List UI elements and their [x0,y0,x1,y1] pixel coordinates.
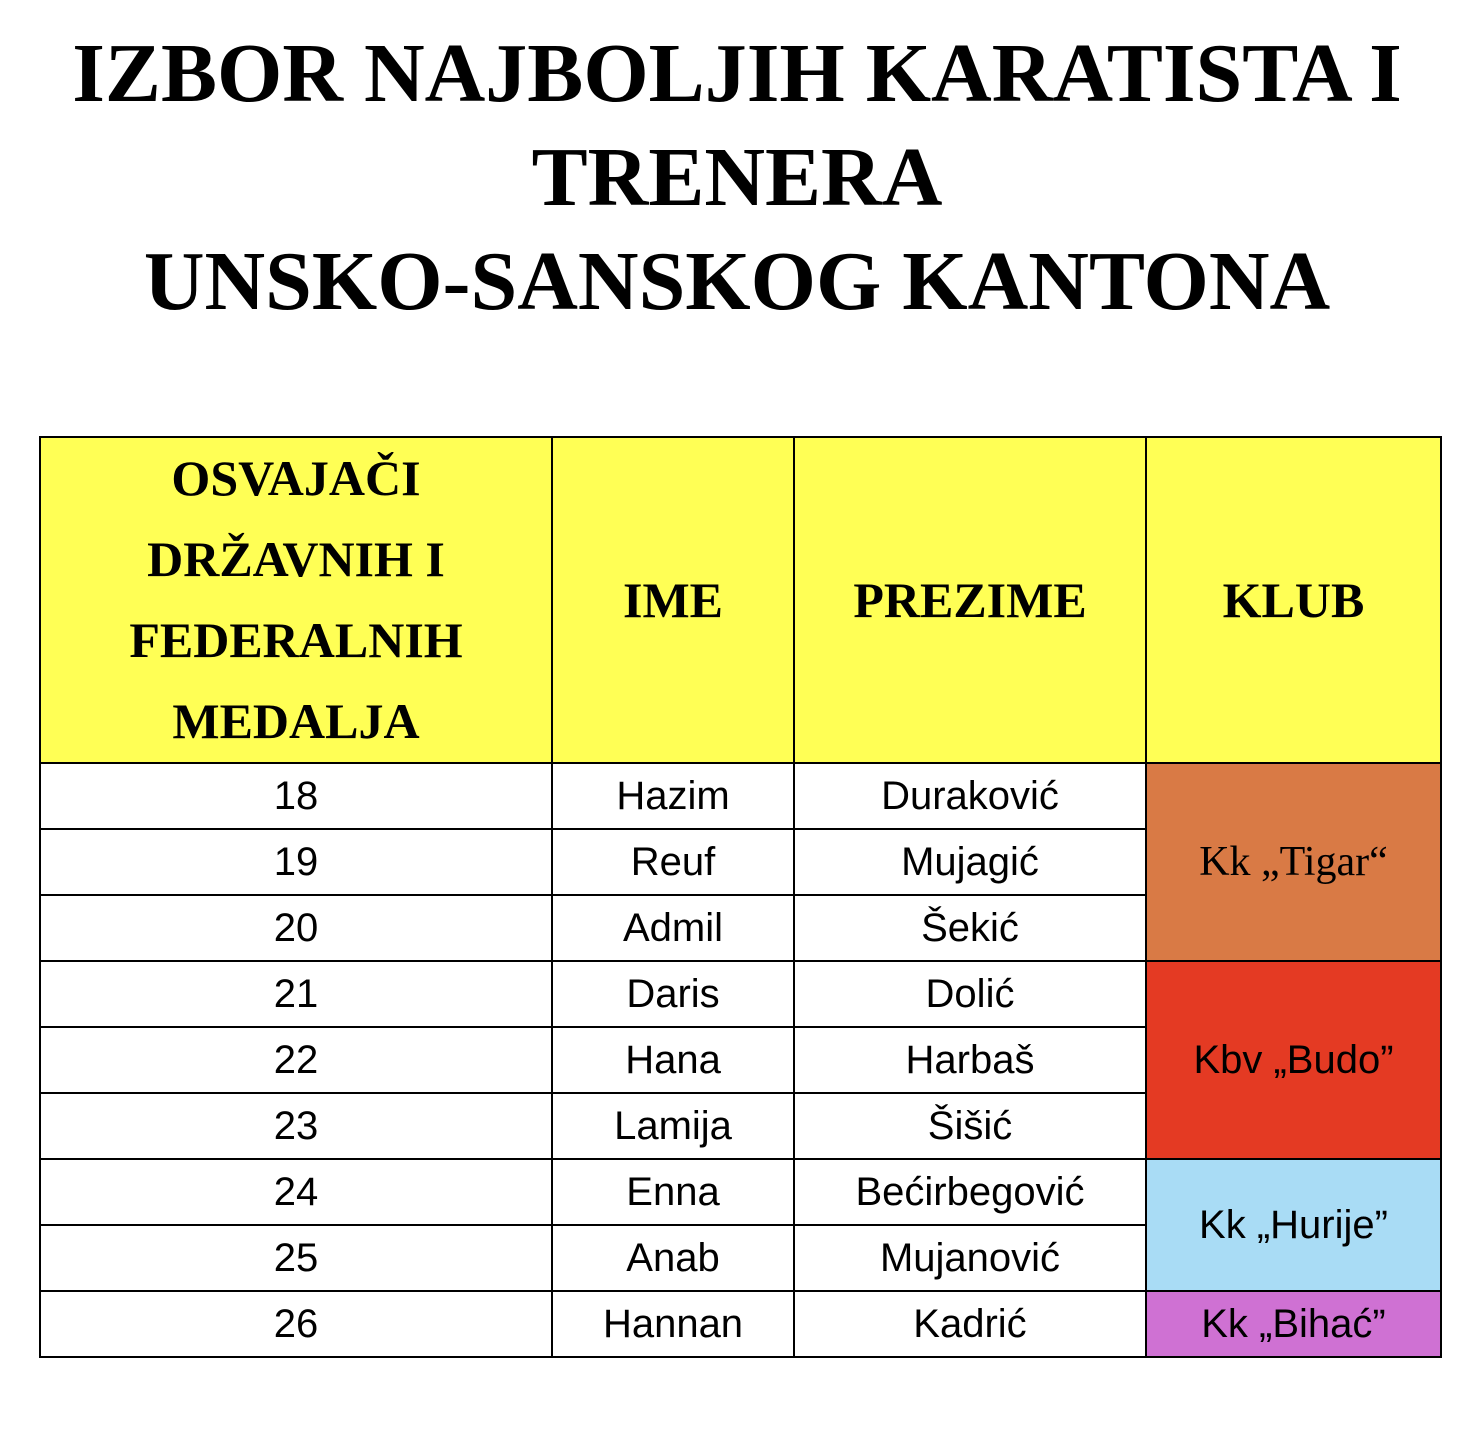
first-name-cell: Hana [552,1027,794,1093]
last-name-cell: Šekić [794,895,1146,961]
row-number: 20 [40,895,552,961]
club-cell-tigar: Kk „Tigar“ [1146,763,1441,961]
table-row [40,763,1441,829]
title-line-2: TRENERA [531,131,943,224]
medal-winners-table [39,436,1442,1358]
club-cell-hurije: Kk „Hurije” [1146,1159,1441,1291]
first-name-cell: Admil [552,895,794,961]
last-name-cell: Mujanović [794,1225,1146,1291]
last-name-cell: Bećirbegović [794,1159,1146,1225]
last-name-cell: Mujagić [794,829,1146,895]
title-line-1: IZBOR NAJBOLJIH KARATISTA I [72,27,1402,120]
table-row [40,1159,1441,1225]
club-cell-bihac: Kk „Bihać” [1146,1291,1441,1357]
header-medals-line-3: FEDERALNIH [129,612,463,668]
last-name-cell: Kadrić [794,1291,1146,1357]
first-name-cell: Enna [552,1159,794,1225]
table-row [40,1291,1441,1357]
row-number: 21 [40,961,552,1027]
last-name-cell: Harbaš [794,1027,1146,1093]
row-number: 24 [40,1159,552,1225]
header-medals-line-4: MEDALJA [172,693,420,749]
first-name-cell: Daris [552,961,794,1027]
header-club: KLUB [1146,437,1441,763]
first-name-cell: Reuf [552,829,794,895]
first-name-cell: Hazim [552,763,794,829]
row-number: 19 [40,829,552,895]
club-cell-budo: Kbv „Budo” [1146,961,1441,1159]
table-header-row [40,437,1441,763]
first-name-cell: Lamija [552,1093,794,1159]
table-row [40,961,1441,1027]
last-name-cell: Dolić [794,961,1146,1027]
row-number: 26 [40,1291,552,1357]
page-title [0,22,1474,334]
title-line-3: UNSKO-SANSKOG KANTONA [143,235,1331,328]
header-medals-line-1: OSVAJAČI [171,450,421,506]
row-number: 23 [40,1093,552,1159]
header-medals-line-2: DRŽAVNIH I [147,531,445,587]
header-last-name: PREZIME [794,437,1146,763]
last-name-cell: Šišić [794,1093,1146,1159]
header-first-name: IME [552,437,794,763]
header-medal-winners [40,437,552,763]
first-name-cell: Hannan [552,1291,794,1357]
row-number: 22 [40,1027,552,1093]
row-number: 25 [40,1225,552,1291]
last-name-cell: Duraković [794,763,1146,829]
first-name-cell: Anab [552,1225,794,1291]
row-number: 18 [40,763,552,829]
